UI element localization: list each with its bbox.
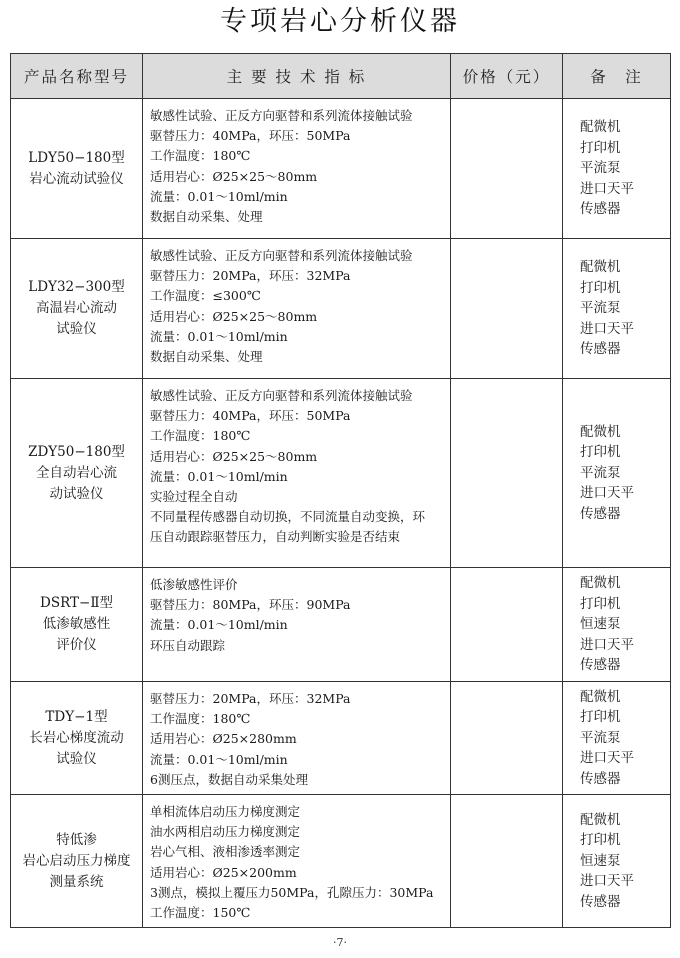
note-line: 平流泵: [580, 160, 621, 177]
price-cell: [451, 795, 563, 928]
note-line: 进口天平: [580, 636, 634, 653]
note-line: 进口天平: [580, 750, 634, 767]
table-row: [11, 239, 671, 379]
product-model-line: 岩心启动压力梯度: [22, 852, 131, 869]
note-line: 配微机: [580, 423, 621, 440]
note-line: 平流泵: [580, 729, 621, 746]
note-line: 进口天平: [580, 320, 634, 337]
table-header-row: [11, 54, 671, 99]
product-model-cell: [11, 379, 143, 568]
table-row: [11, 379, 671, 568]
tech-specs-cell: [143, 239, 451, 379]
spec-line: 压自动跟踪驱替压力，自动判断实验是否结束: [150, 529, 401, 545]
product-model-line: 测量系统: [49, 873, 104, 890]
spec-line: 环压自动跟踪: [150, 637, 226, 653]
tech-specs-cell: [143, 682, 451, 795]
spec-line: 工作温度：180℃: [150, 428, 251, 444]
table-row: [11, 795, 671, 928]
note-line: 传感器: [580, 341, 621, 358]
spec-line: 实验过程全自动: [150, 489, 238, 505]
spec-line: 数据自动采集、处理: [150, 209, 263, 225]
table-row: [11, 682, 671, 795]
spec-line: 适用岩心：Ø25×25～80mm: [150, 308, 318, 324]
product-model-line: LDY32−300型: [28, 279, 125, 295]
spec-line: 敏感性试验、正反方向驱替和系列流体接触试验: [150, 388, 413, 403]
note-line: 传感器: [580, 770, 621, 787]
note-line: 进口天平: [580, 180, 634, 197]
spec-line: 工作温度：≤300℃: [150, 288, 261, 304]
note-line: 传感器: [580, 201, 621, 218]
spec-line: 流量：0.01～10ml/min: [150, 751, 288, 767]
notes-cell: [563, 379, 671, 568]
product-model-cell: [11, 99, 143, 239]
note-line: 配微机: [580, 811, 621, 828]
price-cell: [451, 568, 563, 682]
notes-cell: [563, 682, 671, 795]
tech-specs-cell: [143, 568, 451, 682]
note-line: 打印机: [580, 279, 621, 296]
spec-line: 适用岩心：Ø25×200mm: [150, 864, 297, 880]
spec-line: 油水两相启动压力梯度测定: [150, 824, 301, 840]
tech-specs-cell: [143, 795, 451, 928]
product-model-cell: [11, 682, 143, 795]
spec-line: 数据自动采集、处理: [150, 349, 263, 365]
spec-line: 岩心气相、液相渗透率测定: [150, 844, 301, 860]
note-line: 恒速泵: [580, 852, 621, 869]
price-cell: [451, 379, 563, 568]
spec-line: 驱替压力：80MPa，环压：90MPa: [150, 597, 351, 613]
table-row: [11, 99, 671, 239]
spec-line: 驱替压力：20MPa，环压：32MPa: [150, 268, 351, 284]
spec-line: 流量：0.01～10ml/min: [150, 188, 288, 204]
price-cell: [451, 99, 563, 239]
spec-line: 驱替压力：40MPa，环压：50MPa: [150, 128, 351, 144]
notes-cell: [563, 239, 671, 379]
product-model-cell: [11, 239, 143, 379]
spec-line: 流量：0.01～10ml/min: [150, 617, 288, 633]
product-model-line: 特低渗: [56, 831, 97, 848]
product-model-line: 高温岩心流动: [36, 300, 117, 316]
spec-line: 流量：0.01～10ml/min: [150, 468, 288, 484]
note-line: 打印机: [580, 832, 621, 849]
note-line: 配微机: [580, 119, 621, 136]
note-line: 进口天平: [580, 485, 634, 502]
product-model-line: 岩心流动试验仪: [29, 170, 124, 187]
tech-specs-cell: [143, 379, 451, 568]
spec-line: 低渗敏感性评价: [150, 577, 238, 592]
note-line: 平流泵: [580, 464, 621, 481]
header-notes: 备 注: [563, 54, 671, 99]
product-model-line: DSRT−Ⅱ型: [40, 595, 113, 611]
page-number: ·7·: [333, 936, 347, 949]
header-model: 产品名称型号: [11, 54, 143, 99]
product-model-line: 低渗敏感性: [42, 616, 111, 632]
product-model-line: 评价仪: [56, 637, 97, 653]
product-model-cell: [11, 568, 143, 682]
spec-line: 3测点，模拟上覆压力50MPa，孔隙压力：30MPa: [150, 884, 434, 900]
product-model-line: TDY−1型: [45, 708, 108, 725]
product-model-line: LDY50−180型: [28, 149, 125, 166]
notes-cell: [563, 568, 671, 682]
header-specs: 主 要 技 术 指 标: [143, 54, 451, 99]
spec-line: 不同量程传感器自动切换，不同流量自动变换，环: [150, 509, 426, 525]
price-cell: [451, 682, 563, 795]
note-line: 配微机: [580, 575, 621, 592]
note-line: 传感器: [580, 505, 621, 522]
note-line: 打印机: [580, 595, 621, 612]
spec-line: 敏感性试验、正反方向驱替和系列流体接触试验: [150, 248, 413, 263]
note-line: 打印机: [580, 709, 621, 726]
instrument-spec-table: [10, 53, 671, 928]
note-line: 平流泵: [580, 300, 621, 317]
notes-cell: [563, 795, 671, 928]
price-cell: [451, 239, 563, 379]
spec-line: 适用岩心：Ø25×280mm: [150, 731, 297, 747]
note-line: 配微机: [580, 259, 621, 276]
spec-line: 适用岩心：Ø25×25～80mm: [150, 168, 318, 184]
spec-line: 工作温度：180℃: [150, 148, 251, 164]
product-model-line: ZDY50−180型: [28, 443, 125, 460]
product-model-line: 长岩心梯度流动: [29, 729, 124, 746]
note-line: 传感器: [580, 893, 621, 910]
note-line: 配微机: [580, 688, 621, 705]
tech-specs-cell: [143, 99, 451, 239]
spec-line: 驱替压力：20MPa，环压：32MPa: [150, 691, 351, 706]
spec-line: 适用岩心：Ø25×25～80mm: [150, 448, 318, 464]
product-model-line: 全自动岩心流: [36, 464, 117, 481]
note-line: 进口天平: [580, 873, 634, 890]
header-price: 价格（元）: [451, 54, 563, 99]
spec-line: 流量：0.01～10ml/min: [150, 328, 288, 344]
spec-line: 敏感性试验、正反方向驱替和系列流体接触试验: [150, 108, 413, 123]
product-model-line: 试验仪: [56, 750, 97, 767]
note-line: 打印机: [580, 444, 621, 461]
spec-line: 工作温度：150℃: [150, 905, 251, 921]
product-model-cell: [11, 795, 143, 928]
product-model-line: 试验仪: [56, 321, 97, 337]
product-model-line: 动试验仪: [49, 485, 104, 502]
spec-line: 工作温度：180℃: [150, 711, 251, 727]
note-line: 打印机: [580, 139, 621, 156]
spec-line: 驱替压力：40MPa，环压：50MPa: [150, 408, 351, 424]
page-title: 专项岩心分析仪器: [220, 6, 460, 37]
note-line: 传感器: [580, 657, 621, 674]
spec-line: 单相流体启动压力梯度测定: [150, 804, 301, 820]
spec-line: 6测压点，数据自动采集处理: [150, 771, 308, 787]
notes-cell: [563, 99, 671, 239]
note-line: 恒速泵: [580, 616, 621, 633]
table-row: [11, 568, 671, 682]
